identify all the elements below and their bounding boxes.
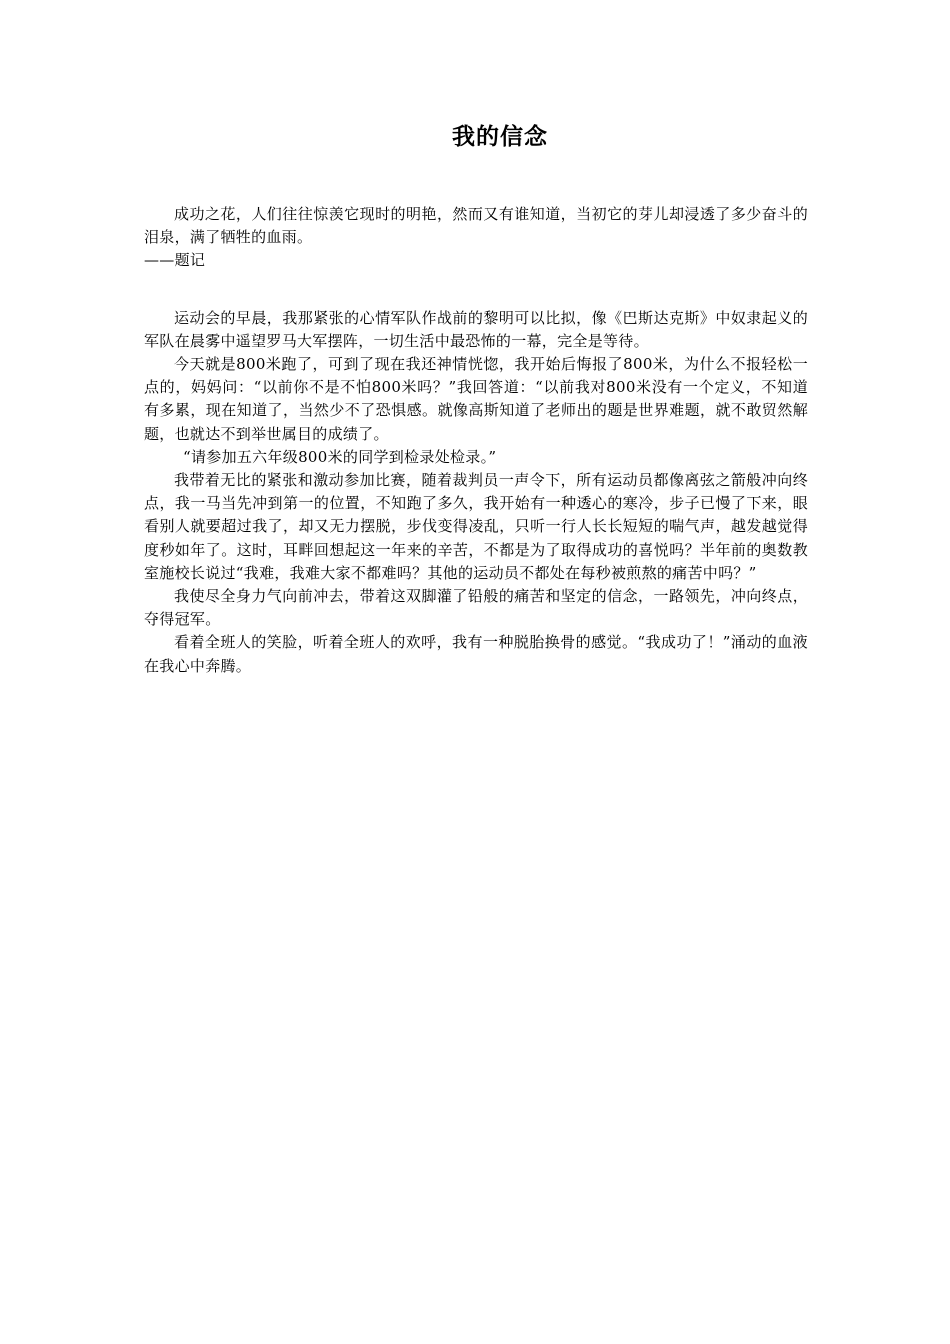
section-spacer [144, 273, 808, 307]
paragraph-1: 运动会的早晨，我那紧张的心情军队作战前的黎明可以比拟，像《巴斯达克斯》中奴隶起义的军队在晨雾中遥望罗马大军摆阵，一切生活中最恐怖的一幕，完全是等待。 [144, 308, 808, 350]
epigraph: 成功之花，人们往往惊羡它现时的明艳，然而又有谁知道，当初它的芽儿却浸透了多少奋斗的泪泉，满了牺牲的血雨。 [144, 205, 808, 247]
document-body [144, 203, 808, 678]
paragraph-6: 看着全班人的笑脸，听着全班人的欢呼，我有一种脱胎换骨的感觉。“我成功了！”涌动的血液在我心中奔腾。 [144, 633, 808, 675]
paragraph-3: “请参加五六年级800米的同学到检录处检录。” [183, 447, 497, 466]
paragraph-2: 今天就是800米跑了，可到了现在我还神情恍惚，我开始后悔报了800米，为什么不报轻松一点的，妈妈问：“以前你不是不怕800米吗？”我回答道：“以前我对800米没有一个定义，不知道有多累，现在知道了，当然少不了恐惧感。就像高斯知道了老师出的题是世界难题，就不敢贸然解题，也就达不到举世属目的成绩了。 [144, 355, 808, 443]
paragraph-4: 我带着无比的紧张和激动参加比赛，随着裁判员一声令下，所有运动员都像离弦之箭般冲向终点，我一马当先冲到第一的位置，不知跑了多久，我开始有一种透心的寒冷，步子已慢了下来，眼看别人就要超过我了，却又无力摆脱，步伐变得凌乱，只听一行人长长短短的喘气声，越发越觉得度秒如年了。这时，耳畔回想起这一年来的辛苦，不都是为了取得成功的喜悦吗？半年前的奥数教室施校长说过“我难，我难大家不都难吗？其他的运动员不都处在每秒被煎熬的痛苦中吗？” [144, 471, 808, 582]
paragraph-5: 我使尽全身力气向前冲去，带着这双脚灌了铅般的痛苦和坚定的信念，一路领先，冲向终点，夺得冠军。 [144, 587, 808, 629]
epigraph-source: ——题记 [144, 251, 206, 270]
page-title: 我的信念 [452, 123, 548, 150]
